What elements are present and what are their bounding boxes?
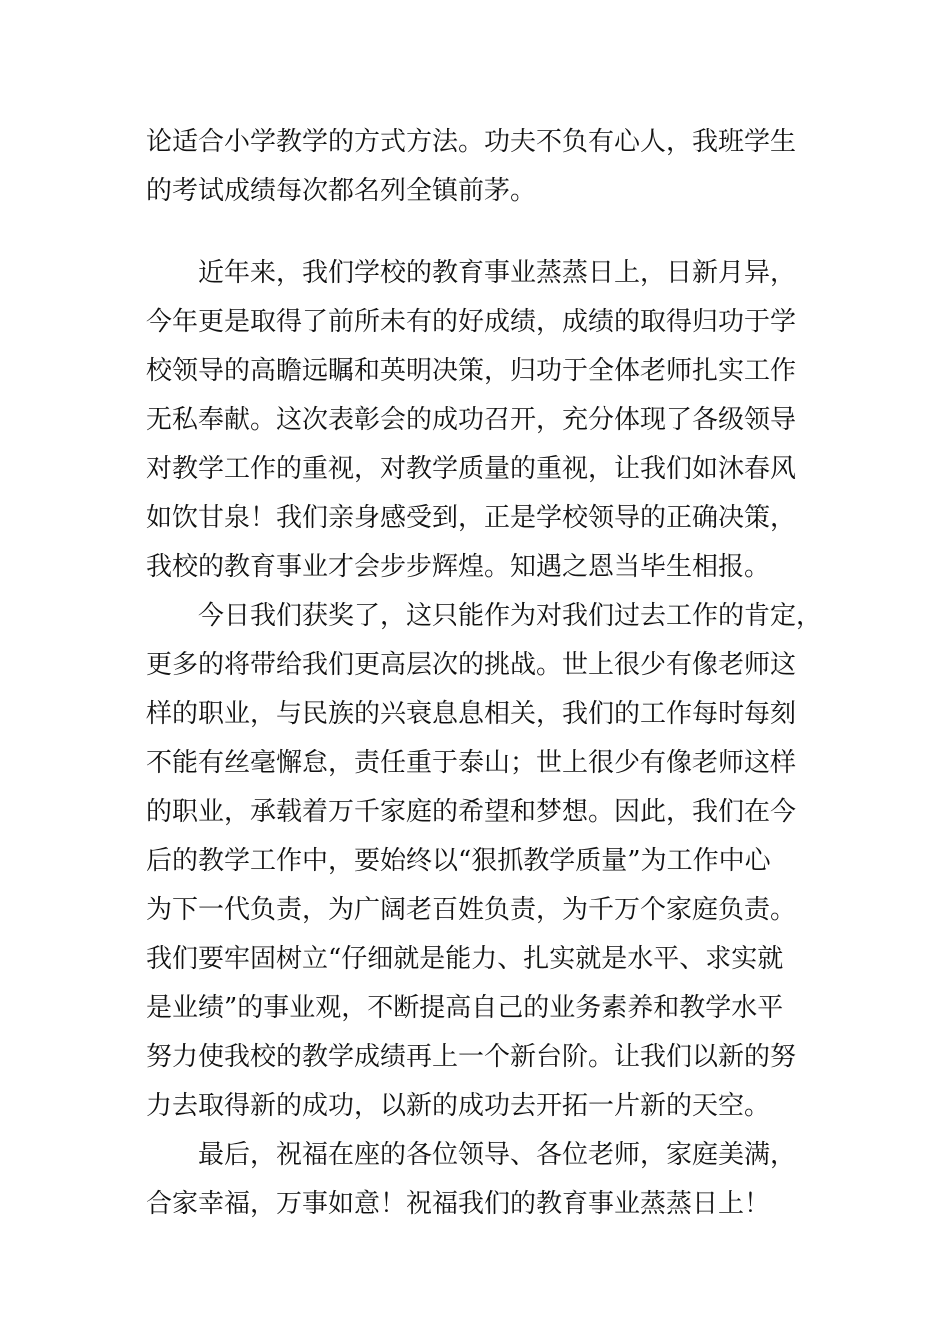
text-line: 后的教学工作中，要始终以“狠抓教学质量”为工作中心: [146, 846, 771, 876]
text-line: 样的职业，与民族的兴衰息息相关，我们的工作每时每刻: [146, 699, 797, 729]
text-line: 对教学工作的重视，对教学质量的重视，让我们如沐春风: [146, 454, 797, 484]
text-line: 不能有丝毫懈怠，责任重于泰山；世上很少有像老师这样: [146, 748, 797, 778]
paragraph-first-line: 今日我们获奖了，这只能作为对我们过去工作的肯定，: [198, 601, 823, 631]
paragraph-first-line: 近年来，我们学校的教育事业蒸蒸日上，日新月异，: [198, 258, 797, 288]
text-line: 论适合小学教学的方式方法。功夫不负有心人，我班学生: [146, 127, 797, 157]
text-line: 的职业，承载着万千家庭的希望和梦想。因此，我们在今: [146, 797, 797, 827]
paragraph-first-line: 最后，祝福在座的各位领导、各位老师，家庭美满，: [198, 1140, 797, 1170]
text-line: 的考试成绩每次都名列全镇前茅。: [146, 176, 537, 206]
text-line: 为下一代负责，为广阔老百姓负责，为千万个家庭负责。: [146, 895, 797, 925]
text-line: 今年更是取得了前所未有的好成绩，成绩的取得归功于学: [146, 307, 797, 337]
text-line: 合家幸福，万事如意！祝福我们的教育事业蒸蒸日上！: [146, 1189, 771, 1219]
text-line: 我校的教育事业才会步步辉煌。知遇之恩当毕生相报。: [146, 552, 771, 582]
text-line: 更多的将带给我们更高层次的挑战。世上很少有像老师这: [146, 650, 797, 680]
text-line: 我们要牢固树立“仔细就是能力、扎实就是水平、求实就: [146, 944, 784, 974]
text-line: 努力使我校的教学成绩再上一个新台阶。让我们以新的努: [146, 1042, 797, 1072]
text-line: 如饮甘泉！我们亲身感受到，正是学校领导的正确决策，: [146, 503, 797, 533]
text-line: 是业绩”的事业观，不断提高自己的业务素养和教学水平: [146, 993, 784, 1023]
text-line: 力去取得新的成功，以新的成功去开拓一片新的天空。: [146, 1091, 771, 1121]
text-line: 无私奉献。这次表彰会的成功召开，充分体现了各级领导: [146, 405, 797, 435]
text-line: 校领导的高瞻远瞩和英明决策，归功于全体老师扎实工作: [146, 356, 797, 386]
